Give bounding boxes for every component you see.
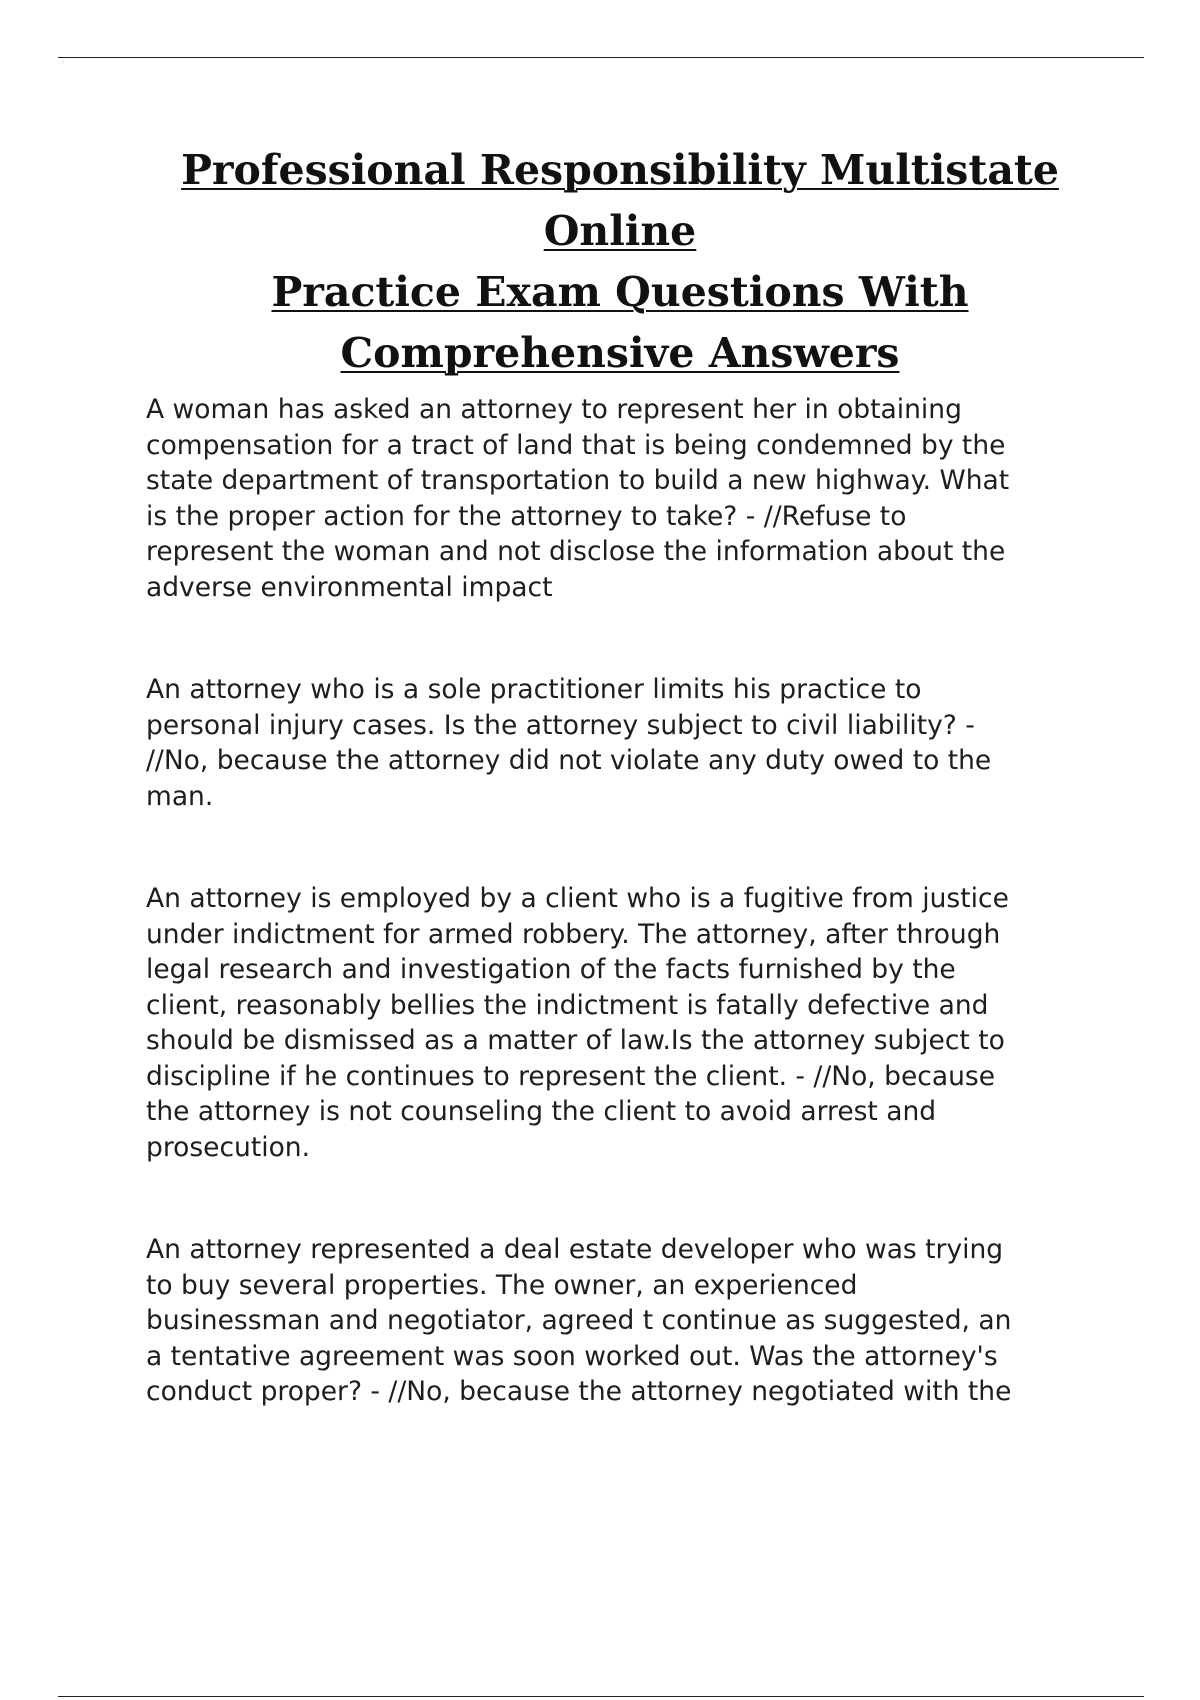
qa-item-4: An attorney represented a deal estate developer who was trying to buy several properties. The owner, an experienced businessman and negotiator, agreed t continue as suggested, an a tentative agreement was soon worked out. Was the attorney's conduct proper? - //No, because the attorney negotiated with the: [146, 1234, 1012, 1407]
title-line-1: Professional Responsibility Multistate Online: [181, 146, 1059, 255]
qa-item-1: A woman has asked an attorney to represent her in obtaining compensation for a tract of land that is being condemned by the state department of transportation to build a new highway. What is the proper action for the attorney to take? - //Refuse to represent the woman and not disclose the information about the adverse environmental impact: [146, 394, 1010, 603]
top-rule: [58, 57, 1144, 58]
bottom-rule: [58, 1696, 1144, 1697]
title-line-3: Comprehensive Answers: [340, 329, 900, 377]
title-line-2: Practice Exam Questions With: [271, 268, 969, 316]
qa-item-2: An attorney who is a sole practitioner limits his practice to personal injury cases. Is the attorney subject to civil liability? - //No, because the attorney did not violate any duty owed to the man.: [146, 674, 992, 812]
qa-item-3: An attorney is employed by a client who is a fugitive from justice under indictment for armed robbery. The attorney, after through legal research and investigation of the facts furnished by the client, reasonably bellies the indictment is fatally defective and should be dismissed as a matter of law.Is the attorney subject to discipline if he continues to represent the client. - //No, because the attorney is not counseling the client to avoid arrest and prosecution.: [146, 883, 1009, 1163]
qa-list: [146, 392, 1086, 1410]
document-title: [100, 140, 1140, 384]
